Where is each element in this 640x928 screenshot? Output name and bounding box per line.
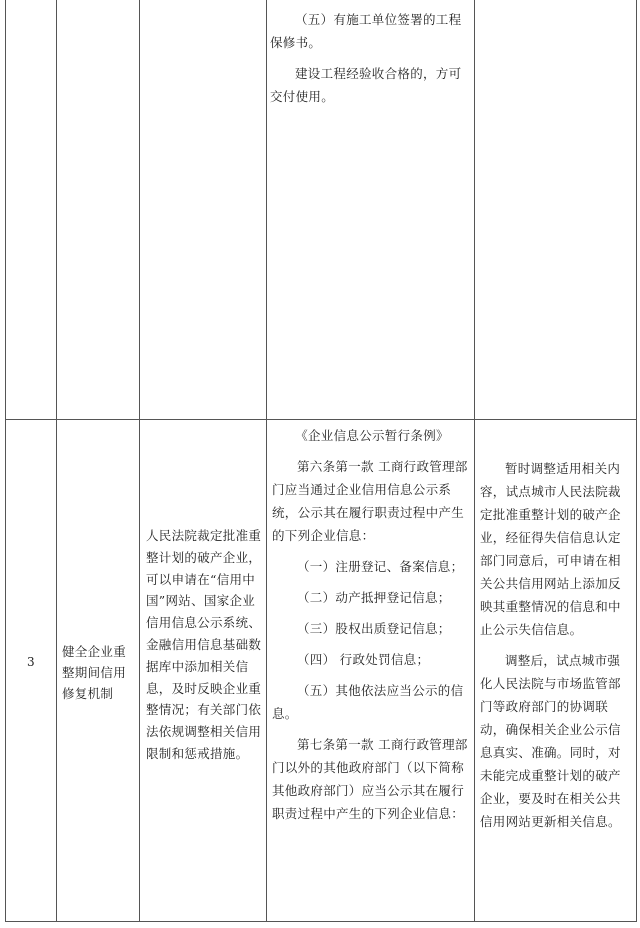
table-border-left [5,0,6,922]
column-divider-4 [474,0,475,922]
law-article-7: 第七条第一款 工商行政管理部门以外的其他政府部门（以下简称其他政府部门）应当公示其在履行职责过程中产生的下列企业信息： [272,737,468,821]
table-border-right [636,0,637,922]
column-divider-2 [139,0,140,922]
law-article-6: 第六条第一款 工商行政管理部门应当通过企业信用信息公示系统，公示其在履行职责过程中产生的下列企业信息： [272,459,468,543]
adjustment-remark-cell [480,457,632,841]
row-index: 3 [27,655,35,669]
law-basis-cell [272,424,472,833]
remark-paragraph: 暂时调整适用相关内容，试点城市人民法院裁定批准重整计划的破产企业，经征得失信信息认定部门同意后，可申请在相关公共信用网站上添加反映其重整情况的信息和中止公示失信信息。 [480,461,621,637]
row-divider [5,419,637,420]
remark-paragraph: 调整后，试点城市强化人民法院与市场监管部门等政府部门的协调联动，确保相关企业公示信息真实、准确。同时，对未能完成重整计划的破产企业，要及时在相关公共信用网站更新相关信息。 [480,653,621,829]
law-item-1: （一）注册登记、备案信息； [297,559,464,574]
table-border-bottom [5,921,637,922]
law-paragraph: 建设工程经验收合格的，方可交付使用。 [270,66,462,104]
law-title: 《企业信息公示暂行条例》 [295,428,449,443]
law-item-3: （三）股权出质登记信息； [297,621,451,636]
law-paragraph: （五）有施工单位签署的工程保修书。 [270,12,462,50]
law-item-2: （二）动产抵押登记信息； [297,590,451,605]
top-row-law-cell [270,8,472,116]
reform-item-title: 健全企业重整期间信用修复机制 [62,644,127,701]
reform-content: 人民法院裁定批准重整计划的破产企业，可以申请在“信用中国”网站、国家企业信用信息公示系统、金融信用信息基础数据库中添加相关信息，及时反映企业重整情况；有关部门依法依规调整相关信用限制和惩戒措施。 [146,528,262,761]
column-divider-1 [56,0,57,922]
law-item-4: （四） 行政处罚信息； [297,652,430,667]
column-divider-3 [266,0,267,922]
law-item-5: （五）其他依法应当公示的信息。 [272,683,464,721]
